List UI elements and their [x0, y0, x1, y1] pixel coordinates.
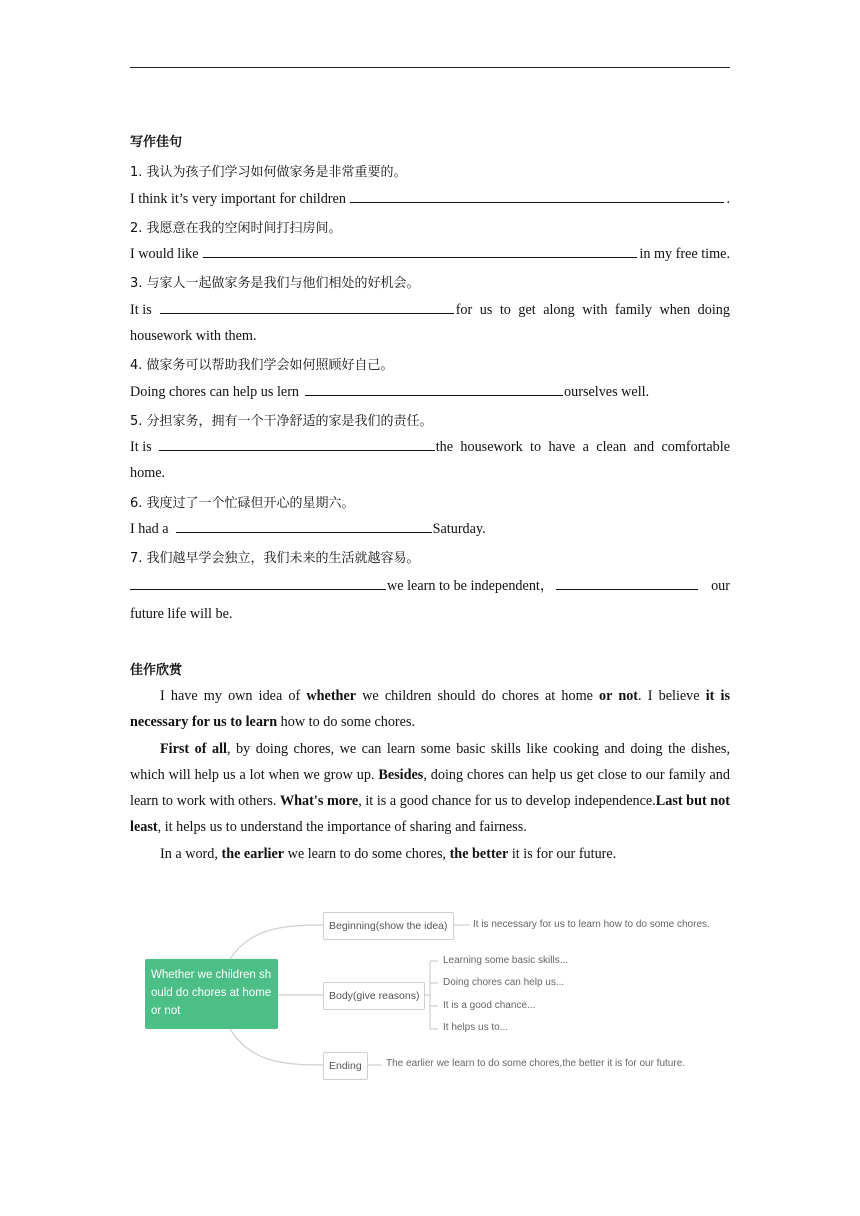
item-3-english-cont: housework with them.	[130, 328, 257, 344]
item-5-english: It is the housework to have a clean and comfortable	[130, 439, 730, 455]
leaf-beginning: It is necessary for us to learn how to do some chores.	[473, 919, 710, 930]
node-body: Body(give reasons)	[323, 982, 425, 1010]
node-ending: Ending	[323, 1052, 368, 1080]
model-essay	[130, 683, 730, 867]
item-6-chinese: 6. 我度过了一个忙碌但开心的星期六。	[130, 496, 355, 511]
item-1-blank[interactable]	[350, 189, 725, 203]
item-4-english: Doing chores can help us lern ourselves well.	[130, 384, 650, 400]
leaf-body-2: Doing chores can help us...	[443, 977, 565, 988]
essay-paragraph-3: In a word, the earlier we learn to do some chores, the better it is for our future.	[160, 845, 617, 862]
item-2-english: I would like in my free time.	[130, 246, 730, 262]
mind-map-root: Whether we children should do chores at home or not	[145, 959, 278, 1029]
item-7-english-cont: future life will be.	[130, 606, 233, 622]
appreciation-heading: 佳作欣赏	[130, 663, 183, 678]
item-5-english-cont: home.	[130, 465, 166, 481]
item-5-blank[interactable]	[159, 437, 435, 451]
item-7-blank-1[interactable]	[130, 576, 386, 590]
item-5-chinese: 5. 分担家务，拥有一个干净舒适的家是我们的责任。	[130, 414, 433, 429]
item-2-blank[interactable]	[203, 244, 638, 258]
item-2-chinese: 2. 我愿意在我的空闲时间打扫房间。	[130, 221, 342, 236]
item-4-blank[interactable]	[305, 382, 563, 396]
essay-paragraph-2: First of all, by doing chores, we can learn some basic skills like cooking and doing the dishes, which will help us a lot when we grow up. Besides, doing chores can help us get close to our family and learn to work with others. What's more, it is a good chance for us to develop independence.Last but not least, it helps us to understand the importance of sharing and fairness.	[130, 740, 730, 836]
writing-heading: 写作佳句	[130, 135, 183, 150]
item-4-chinese: 4. 做家务可以帮助我们学会如何照顾好自己。	[130, 358, 394, 373]
essay-paragraph-1: I have my own idea of whether we children should do chores at home or not. I believe it is necessary for us to learn how to do some chores.	[130, 688, 730, 731]
item-1-english: I think it’s very important for children .	[130, 191, 730, 207]
item-3-english: It is for us to get along with family when doing	[130, 302, 730, 318]
mind-map	[140, 905, 740, 1085]
leaf-body-3: It is a good chance...	[443, 1000, 536, 1011]
leaf-body-1: Learning some basic skills...	[443, 955, 569, 966]
node-beginning: Beginning(show the idea)	[323, 912, 454, 940]
item-7-english: we learn to be independent， our	[130, 573, 730, 599]
item-6-blank[interactable]	[176, 519, 432, 533]
item-3-chinese: 3. 与家人一起做家务是我们与他们相处的好机会。	[130, 276, 420, 291]
item-3-blank[interactable]	[160, 300, 454, 314]
item-1-chinese: 1. 我认为孩子们学习如何做家务是非常重要的。	[130, 165, 407, 180]
header-rule	[130, 67, 730, 68]
leaf-body-4: It helps us to...	[443, 1022, 509, 1033]
item-7-blank-2[interactable]	[556, 576, 698, 590]
item-7-chinese: 7. 我们越早学会独立，我们未来的生活就越容易。	[130, 551, 420, 566]
leaf-ending: The earlier we learn to do some chores,the better it is for our future.	[386, 1058, 686, 1069]
item-6-english: I had a Saturday.	[130, 521, 486, 537]
